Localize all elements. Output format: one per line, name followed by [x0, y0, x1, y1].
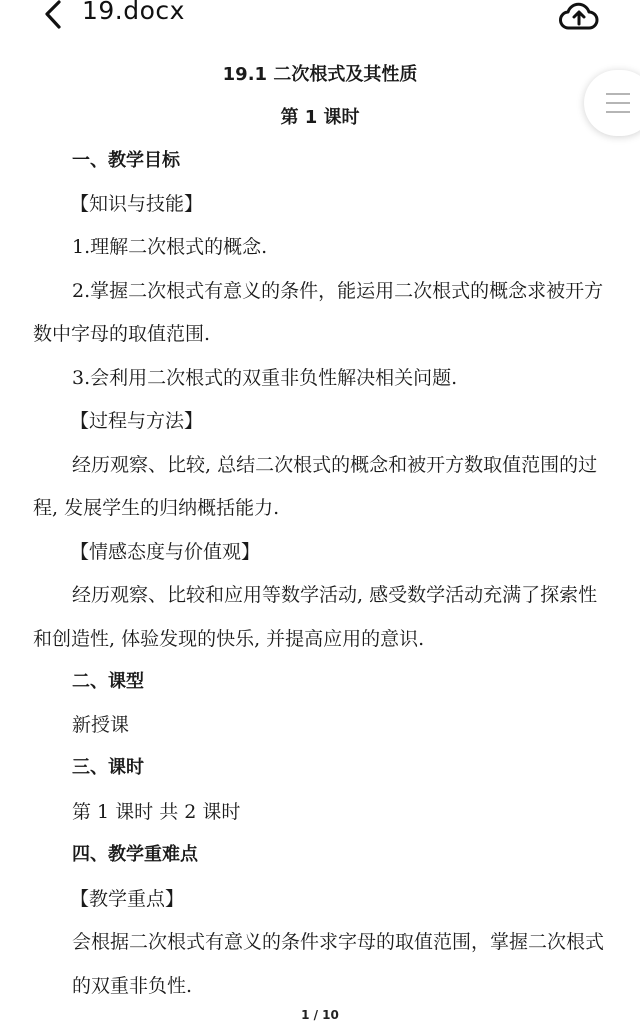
- cloud-upload-icon: [558, 0, 600, 32]
- paragraph-continuation: 和创造性, 体验发现的快乐, 并提高应用的意识.: [33, 628, 425, 650]
- subsection-process: 【过程与方法】: [70, 410, 204, 432]
- section-heading-keypoints: 四、教学重难点: [72, 844, 198, 865]
- paragraph-continuation: 程, 发展学生的归纳概括能力.: [33, 497, 280, 519]
- doc-subheading: 第 1 课时: [280, 107, 360, 128]
- section-heading-periods: 三、课时: [72, 757, 144, 778]
- paragraph: 2.掌握二次根式有意义的条件，能运用二次根式的概念求被开方: [72, 280, 604, 302]
- paragraph: 3.会利用二次根式的双重非负性解决相关问题.: [72, 367, 458, 389]
- back-button[interactable]: [40, 0, 70, 30]
- top-toolbar: [0, 0, 640, 34]
- doc-heading: 19.1 二次根式及其性质: [222, 64, 418, 85]
- section-heading-type: 二、课型: [72, 671, 144, 692]
- paragraph: 会根据二次根式有意义的条件求字母的取值范围，掌握二次根式: [72, 931, 605, 953]
- paragraph-continuation: 数中字母的取值范围.: [33, 323, 211, 345]
- document-title: 19.docx: [82, 0, 185, 25]
- paragraph: 经历观察、比较和应用等数学活动, 感受数学活动充满了探索性: [72, 584, 598, 606]
- cloud-upload-button[interactable]: [558, 0, 600, 32]
- chevron-left-icon: [40, 0, 70, 30]
- page-indicator: 1 / 10: [301, 1008, 339, 1022]
- subsection-attitude: 【情感态度与价值观】: [70, 541, 261, 563]
- paragraph: 经历观察、比较, 总结二次根式的概念和被开方数取值范围的过: [72, 454, 598, 476]
- paragraph: 新授课: [72, 714, 130, 736]
- paragraph: 1.理解二次根式的概念.: [72, 236, 268, 258]
- subsection-focus: 【教学重点】: [70, 888, 185, 910]
- subsection-knowledge: 【知识与技能】: [70, 193, 204, 215]
- paragraph-continuation: 的双重非负性.: [72, 975, 193, 997]
- paragraph: 第 1 课时 共 2 课时: [72, 801, 241, 823]
- section-heading-goals: 一、教学目标: [72, 150, 180, 171]
